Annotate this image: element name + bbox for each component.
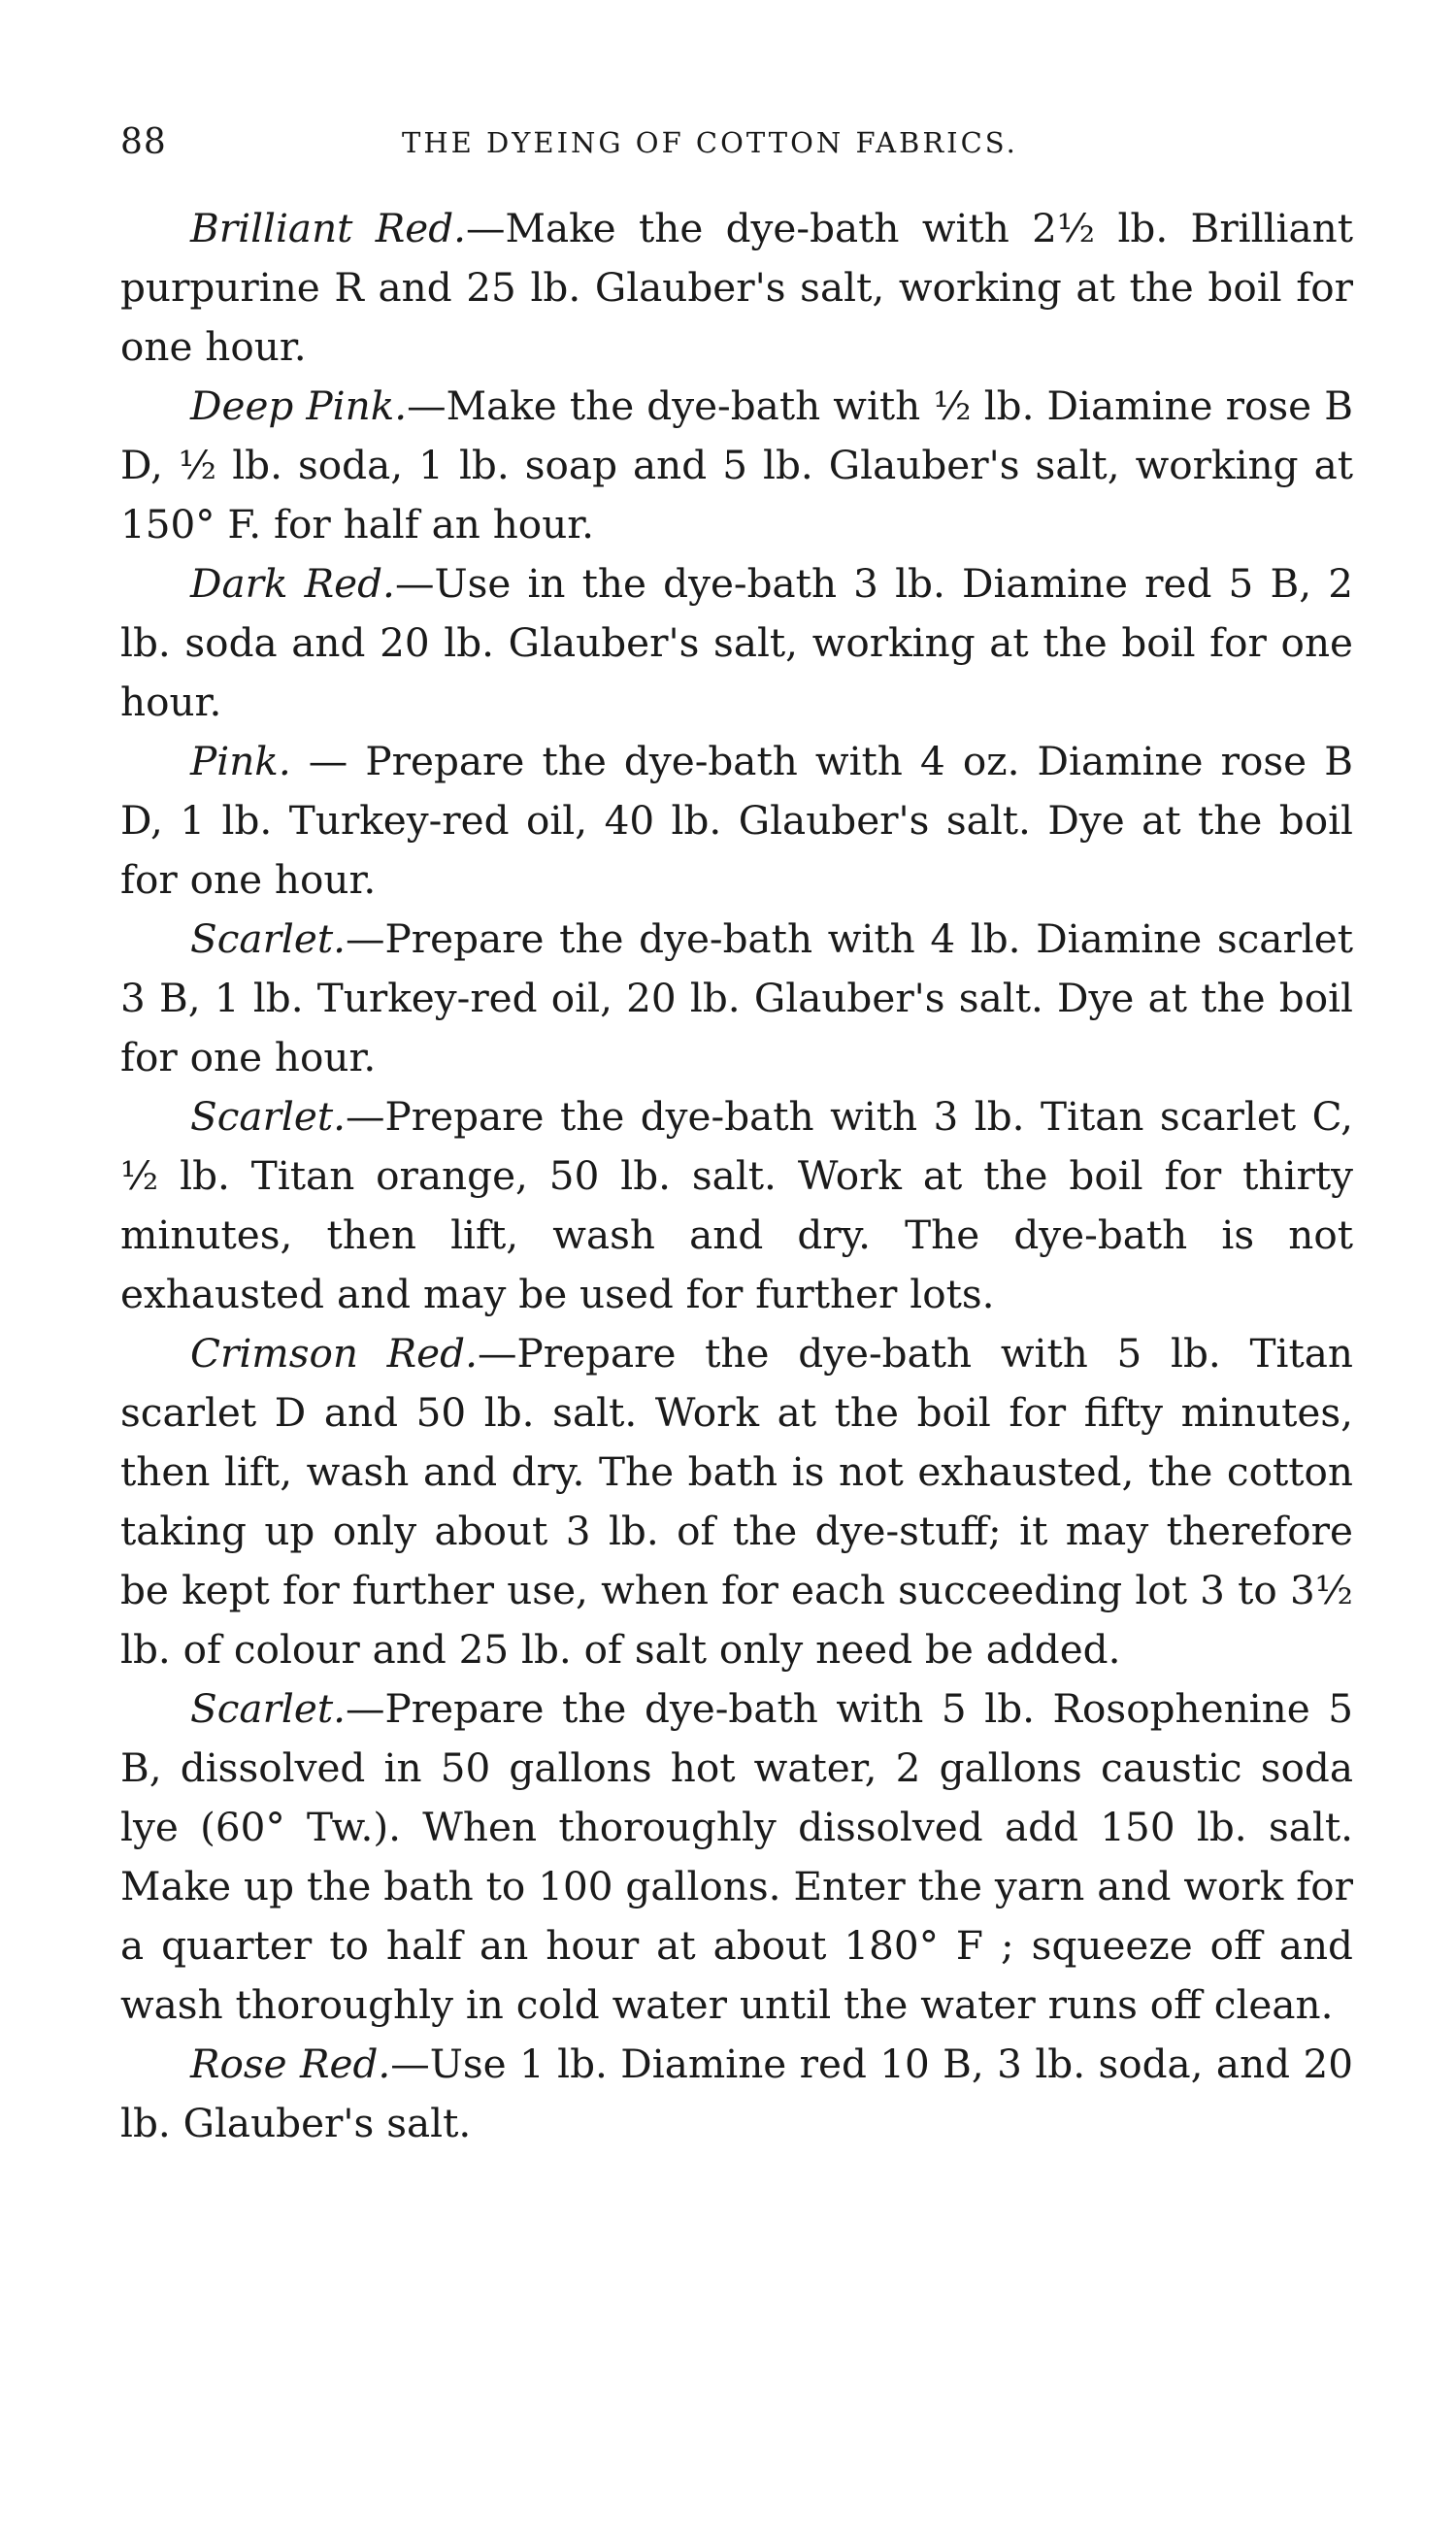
recipe-title: Dark Red.	[190, 560, 395, 607]
recipe-text: —Use in the dye-bath 3 lb. Diamine red 5 B, 2 lb. soda and 20 lb. Glauber's salt, working at the boil for one hour.	[120, 560, 1354, 725]
recipe-paragraph-pink	[120, 732, 1353, 910]
recipe-text: —Make the dye-bath with ½ lb. Diamine rose B D, ½ lb. soda, 1 lb. soap and 5 lb. Glauber's salt, working at 150° F. for half an hour.	[120, 382, 1353, 548]
running-title: THE DYEING OF COTTON FABRICS.	[402, 126, 1018, 159]
recipe-title: Deep Pink.	[190, 382, 408, 429]
recipe-title: Rose Red.	[190, 2041, 391, 2087]
recipe-paragraph-brilliant-red	[120, 199, 1353, 377]
recipe-paragraph-rose-red	[120, 2035, 1353, 2153]
recipe-paragraph-crimson-red	[120, 1324, 1353, 1679]
recipe-text: —Prepare the dye-bath with 5 lb. Titan scarlet D and 50 lb. salt. Work at the boil for fifty minutes, then lift, wash and dry. The bath is not exhausted, the cotton taking up only about 3 lb. of the dye-stuff; it may therefore be kept for further use, when for each succeeding lot 3 to 3½ lb. of colour and 25 lb. of salt only need be added.	[120, 1330, 1353, 1673]
recipe-text: —Use 1 lb. Diamine red 10 B, 3 lb. soda, and 20 lb. Glauber's salt.	[120, 2041, 1353, 2146]
recipe-paragraph-scarlet-diamine	[120, 910, 1353, 1087]
recipe-paragraph-deep-pink	[120, 377, 1353, 554]
recipe-text: —Make the dye-bath with 2½ lb. Brilliant purpurine R and 25 lb. Glauber's salt, working at the boil for one hour.	[120, 205, 1353, 370]
recipe-text: —Prepare the dye-bath with 3 lb. Titan scarlet C, ½ lb. Titan orange, 50 lb. salt. Work at the boil for thirty minutes, then lift, wash and dry. The dye-bath is not exhausted and may be used for further lots.	[120, 1093, 1353, 1317]
recipe-title: Scarlet.	[190, 1685, 347, 1732]
recipe-title: Crimson Red.	[190, 1330, 478, 1377]
recipe-title: Brilliant Red.	[190, 205, 467, 251]
page-number: 88	[120, 122, 167, 162]
recipe-text: — Prepare the dye-bath with 4 oz. Diamine rose B D, 1 lb. Turkey-red oil, 40 lb. Glauber's salt. Dye at the boil for one hour.	[120, 738, 1353, 903]
page-header	[120, 122, 1353, 171]
recipe-paragraph-dark-red	[120, 554, 1353, 732]
recipe-title: Pink.	[190, 738, 291, 784]
recipe-text: —Prepare the dye-bath with 4 lb. Diamine scarlet 3 B, 1 lb. Turkey-red oil, 20 lb. Glauber's salt. Dye at the boil for one hour.	[120, 915, 1353, 1080]
recipe-text: —Prepare the dye-bath with 5 lb. Rosophenine 5 B, dissolved in 50 gallons hot water, 2 gallons caustic soda lye (60° Tw.). When thoroughly dissolved add 150 lb. salt. Make up the bath to 100 gallons. Enter the yarn and work for a quarter to half an hour at about 180° F ; squeeze off and wash thoroughly in cold water until the water runs off clean.	[120, 1685, 1353, 2028]
recipe-title: Scarlet.	[190, 1093, 347, 1140]
recipe-paragraph-scarlet-rosophenine	[120, 1679, 1353, 2035]
recipe-title: Scarlet.	[190, 915, 347, 962]
body-text	[120, 199, 1353, 2153]
recipe-paragraph-scarlet-titan	[120, 1087, 1353, 1324]
